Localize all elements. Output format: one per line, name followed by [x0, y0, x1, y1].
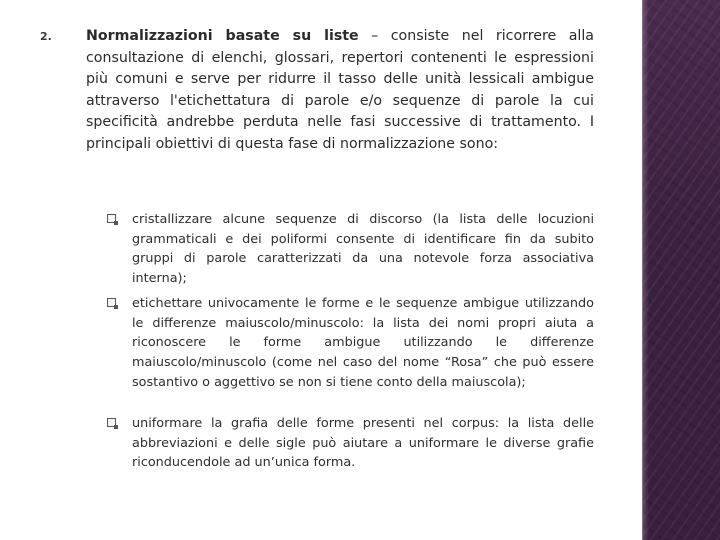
main-paragraph — [86, 26, 594, 156]
bullet-text: uniformare la grafia delle forme presenti nel corpus: la lista delle abbreviazioni e delle sigle può aiutare a uniformare le diverse grafie riconducendole ad un’unica forma. — [132, 416, 594, 471]
paragraph-heading: Normalizzazioni basate su liste — [86, 28, 359, 44]
paragraph-body: – consiste nel ricorrere alla consultazione di elenchi, glossari, repertori contenenti le espressioni più comuni e serve per ridurre il tasso delle unità lessicali ambigue attraverso l'etichettatura di parole e/o sequenze di parole la cui specificità andrebbe perduta nelle fasi successive di trattamento. I principali obiettivi di questa fase di normalizzazione sono: — [86, 28, 594, 152]
bullet-text: cristallizzare alcune sequenze di discorso (la lista delle locuzioni grammaticali e dei poliformi consente di identificare fin da subito gruppi di parole caratterizzati da una notevole forza associativa interna); — [132, 212, 594, 287]
item-number: 2. — [40, 30, 52, 43]
decorative-side-panel — [642, 0, 720, 540]
bullet-text: etichettare univocamente le forme e le sequenze ambigue utilizzando le differenze maiuscolo/minuscolo: la lista dei nomi propri aiuta a riconoscere le forme ambigue utilizzando le differenze maiuscolo/minuscolo (come nel caso del nome “Rosa” che può essere sostantivo o aggettivo se non si tiene conto della maiuscola); — [132, 296, 594, 390]
